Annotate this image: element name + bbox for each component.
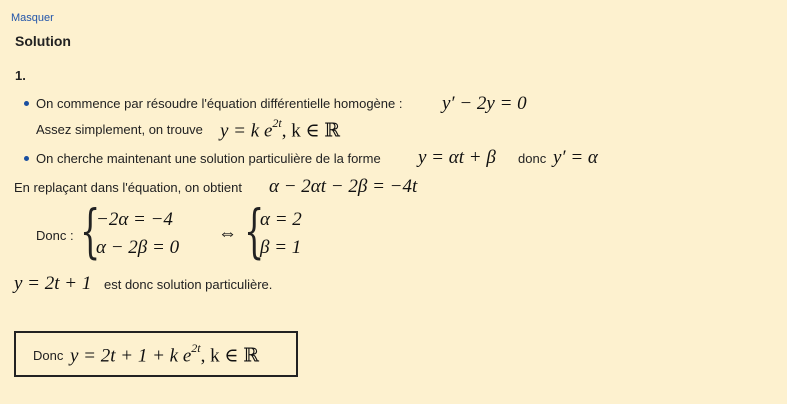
bullet-marker [24,101,29,106]
replaced-equation: α − 2αt − 2β = −4t [269,176,418,197]
bullet1-line2-text: Assez simplement, on trouve [36,122,203,137]
solution-title: Solution [15,33,71,49]
system-left-line2: α − 2β = 0 [96,237,180,258]
right-brace: { [244,197,265,265]
final-label: Donc [33,348,64,363]
replacing-text: En replaçant dans l'équation, on obtient [14,180,242,195]
bullet-marker [24,156,29,161]
particular-text: est donc solution particulière. [104,277,273,292]
equivalence-symbol: ⇔ [218,223,237,244]
homogeneous-equation: y′ − 2y = 0 [442,93,527,114]
derivative-form: y′ = α [553,147,598,168]
left-brace: { [80,197,101,265]
bullet2-conj: donc [518,151,547,166]
system-left-line1: −2α = −4 [96,209,173,230]
general-solution: y = 2t + 1 + k $e^{2t}$, k ∈ ℝ [70,341,259,367]
system-right-line1: α = 2 [260,209,302,230]
homogeneous-solution: y = k $e^{2t}$, k ∈ ℝ [220,116,341,142]
particular-form: y = αt + β [418,147,496,168]
masquer-link[interactable]: Masquer [11,12,54,24]
system-right-line2: β = 1 [260,237,302,258]
section-number: 1. [15,68,26,83]
bullet1-text: On commence par résoudre l'équation différentielle homogène : [36,96,403,111]
particular-solution: y = 2t + 1 [14,273,92,294]
system-label: Donc : [36,228,74,243]
bullet2-text: On cherche maintenant une solution particulière de la forme [36,151,381,166]
